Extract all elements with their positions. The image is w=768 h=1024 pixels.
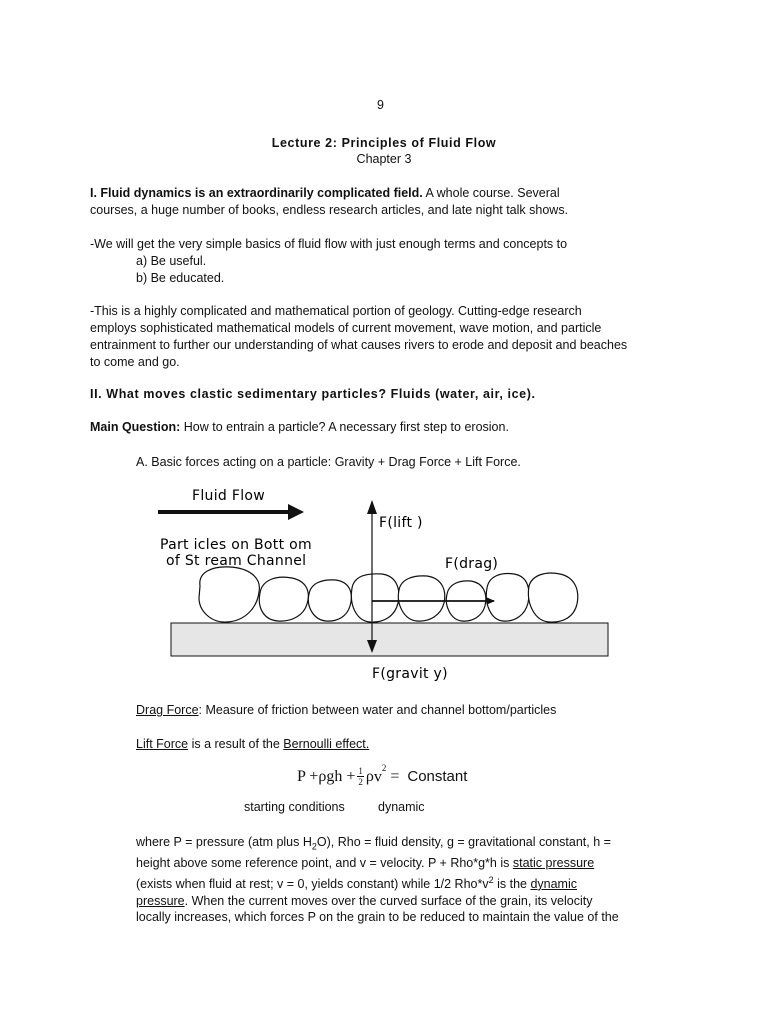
bernoulli-equation <box>297 762 468 796</box>
basics-item-a: a) Be useful. <box>136 254 207 268</box>
section-1-line2: courses, a huge number of books, endless research articles, and late night talk shows. <box>90 203 569 217</box>
geology-line1: -This is a highly complicated and mathematical portion of geology. Cutting-edge research <box>90 304 582 318</box>
eq-label-starting: starting conditions <box>244 800 345 814</box>
section-1-paragraph <box>90 185 680 219</box>
lift-arrow-head <box>367 500 377 514</box>
particle-1 <box>199 567 259 622</box>
section-1-line1: A whole course. Several <box>422 186 560 200</box>
eq-frac-den: 2 <box>358 777 363 787</box>
particle-2 <box>259 577 308 621</box>
geology-line3: entrainment to further our understanding of what causes rivers to erode and deposit and beaches <box>90 338 628 352</box>
where-l1b: O), Rho = fluid density, g = gravitational constant, h = <box>316 835 611 849</box>
eq-v: v <box>373 768 382 786</box>
eq-equals: = <box>386 767 404 785</box>
label-lift: F(lift ) <box>379 515 423 531</box>
forces-diagram-svg <box>0 480 768 690</box>
where-line5: locally increases, which forces P on the grain to be reduced to maintain the value of the <box>136 910 619 925</box>
label-particles-line1: Part icles on Bott om <box>160 537 312 553</box>
drag-force-definition <box>136 703 556 717</box>
label-fluid-flow: Fluid Flow <box>192 488 265 504</box>
main-question-label: Main Question: <box>90 420 181 434</box>
where-line4 <box>136 893 676 910</box>
chapter-subtitle <box>0 152 768 166</box>
eq-rho-1: ρ <box>318 767 327 785</box>
eq-constant: Constant <box>407 768 468 785</box>
particle-5 <box>398 576 444 621</box>
eq-fraction <box>357 766 364 787</box>
section-1-heading: I. Fluid dynamics is an extraordinarily complicated field. <box>90 186 423 200</box>
particle-8 <box>528 573 577 622</box>
particle-4 <box>351 574 398 622</box>
basics-item-b: b) Be educated. <box>136 271 225 285</box>
eq-gh: gh + <box>326 767 356 785</box>
lift-force-definition <box>136 737 369 751</box>
forces-diagram <box>0 480 768 690</box>
where-l4b: . When the current moves over the curved surface of the grain, its velocity <box>184 893 593 908</box>
where-line1 <box>136 834 676 855</box>
where-line3 <box>136 872 676 893</box>
basics-intro: -We will get the very simple basics of fluid flow with just enough terms and concepts to <box>90 237 568 251</box>
title-text: Lecture 2: Principles of Fluid Flow <box>271 136 497 150</box>
pressure-term: pressure <box>136 893 185 908</box>
basics-paragraph <box>90 236 680 287</box>
geology-paragraph <box>90 303 680 371</box>
static-pressure-term: static pressure <box>512 856 595 871</box>
label-gravity: F(gravit y) <box>372 666 448 682</box>
eq-frac-num: 1 <box>358 766 363 776</box>
page-number: 9 <box>377 98 384 112</box>
lift-force-middle: is a result of the <box>188 737 284 751</box>
eq-rho-2: ρ <box>365 767 374 785</box>
channel-bed <box>171 623 608 656</box>
where-l3-sup: 2 <box>488 874 494 885</box>
item-a-basic-forces: A. Basic forces acting on a particle: Gravity + Drag Force + Lift Force. <box>136 455 521 469</box>
eq-label-dynamic: dynamic <box>378 800 425 814</box>
where-paragraph <box>136 834 676 926</box>
section-2-heading: II. What moves clastic sedimentary particles? Fluids (water, air, ice). <box>90 387 536 401</box>
eq-exp: 2 <box>381 762 387 773</box>
where-l3a: (exists when fluid at rest; v = 0, yields constant) while 1/2 Rho*v <box>136 877 489 892</box>
dynamic-term: dynamic <box>530 877 577 892</box>
where-l2a: height above some reference point, and v = velocity. P + Rho*g*h is <box>136 856 513 871</box>
particle-7 <box>486 574 529 622</box>
eq-left: P + <box>297 767 319 785</box>
main-question-text: How to entrain a particle? A necessary first step to erosion. <box>180 420 509 434</box>
drag-force-text: : Measure of friction between water and channel bottom/particles <box>198 703 557 717</box>
label-particles-line2: of St ream Channel <box>166 553 307 569</box>
where-l1-sub: 2 <box>311 841 317 852</box>
page-title <box>0 136 768 150</box>
label-drag: F(drag) <box>445 556 499 572</box>
where-line2 <box>136 855 676 872</box>
where-l3b: is the <box>493 877 531 892</box>
subtitle-text: Chapter 3 <box>356 152 412 166</box>
drag-force-term: Drag Force <box>136 703 199 717</box>
geology-line4: to come and go. <box>90 355 180 369</box>
main-question <box>90 420 509 434</box>
where-l1a: where P = pressure (atm plus H <box>136 835 312 849</box>
fluid-flow-arrow-head <box>288 504 304 520</box>
bernoulli-effect: Bernoulli effect. <box>283 737 370 751</box>
geology-line2: employs sophisticated mathematical models of current movement, wave motion, and particle <box>90 321 602 335</box>
particle-3 <box>308 580 351 621</box>
lift-force-term: Lift Force <box>136 737 189 751</box>
